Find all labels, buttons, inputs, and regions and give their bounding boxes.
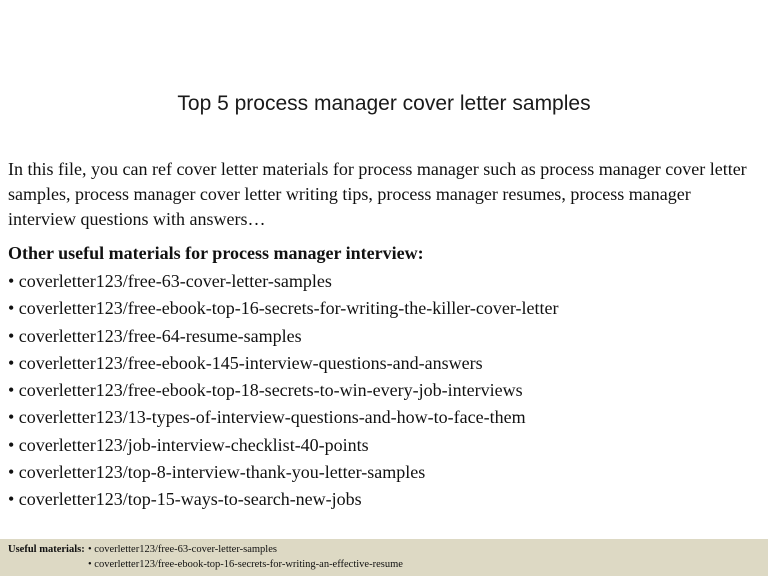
footer-item: • coverletter123/free-ebook-top-16-secrets-for-writing-an-effective-resume xyxy=(88,559,403,570)
list-item: • coverletter123/free-ebook-145-interview-questions-and-answers xyxy=(8,352,483,373)
useful-materials-heading: Other useful materials for process manager interview: xyxy=(8,243,424,263)
footer-item: • coverletter123/free-63-cover-letter-samples xyxy=(88,544,277,555)
intro-paragraph: In this file, you can ref cover letter materials for process manager such as process manager cover letter samples, process manager cover letter writing tips, process manager resumes, process manager interview questions with answers… xyxy=(8,159,747,229)
useful-materials-list xyxy=(8,268,558,514)
footer-label xyxy=(8,544,85,555)
page-title: Top 5 process manager cover letter samples xyxy=(177,92,591,115)
list-item: • coverletter123/top-8-interview-thank-you-letter-samples xyxy=(8,462,426,483)
list-item: • coverletter123/job-interview-checklist-40-points xyxy=(8,434,369,455)
footer-bar xyxy=(0,539,768,576)
list-item: • coverletter123/free-64-resume-samples xyxy=(8,325,302,346)
list-item: • coverletter123/top-15-ways-to-search-new-jobs xyxy=(8,489,362,510)
footer-label-text: Useful materials xyxy=(8,544,82,555)
list-item: • coverletter123/13-types-of-interview-questions-and-how-to-face-them xyxy=(8,407,526,428)
footer-label-separator: : xyxy=(81,544,85,555)
list-item: • coverletter123/free-ebook-top-16-secrets-for-writing-the-killer-cover-letter xyxy=(8,298,559,319)
list-item: • coverletter123/free-63-cover-letter-samples xyxy=(8,271,332,291)
list-item: • coverletter123/free-ebook-top-18-secrets-to-win-every-job-interviews xyxy=(8,380,523,401)
